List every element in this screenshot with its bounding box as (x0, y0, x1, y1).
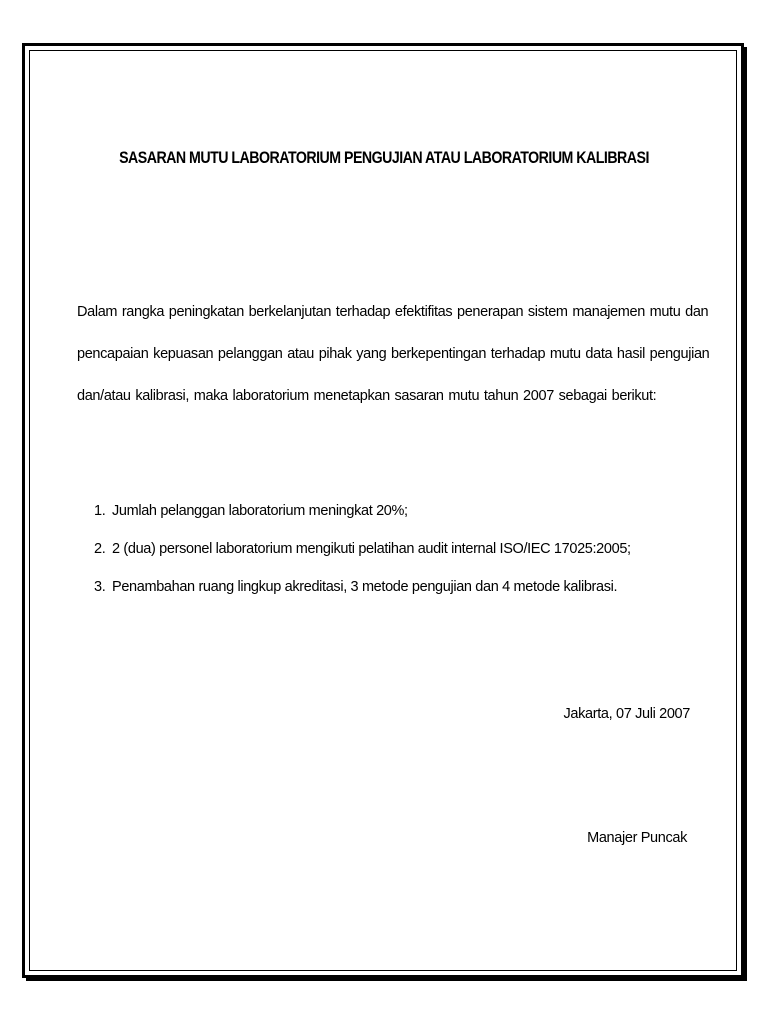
intro-line: dan/atau kalibrasi, maka laboratorium menetapkan sasaran mutu tahun 2007 sebagai berikut: (77, 388, 657, 404)
list-item (94, 574, 694, 612)
quality-targets-list (94, 498, 694, 612)
list-item-text: Penambahan ruang lingkup akreditasi, 3 metode pengujian dan 4 metode kalibrasi. (112, 579, 618, 595)
signatory-title: Manajer Puncak (587, 830, 687, 846)
list-item-text: 2 (dua) personel laboratorium mengikuti pelatihan audit internal ISO/IEC 17025:2005; (112, 541, 631, 557)
list-item (94, 536, 694, 574)
page-border-shadow-bottom (26, 978, 747, 981)
intro-paragraph (77, 291, 710, 417)
list-item-number: 2. (94, 541, 106, 557)
page-border-shadow-right (744, 47, 747, 981)
list-item (94, 498, 694, 536)
document-title: SASARAN MUTU LABORATORIUM PENGUJIAN ATAU LABORATORIUM KALIBRASI (119, 149, 649, 167)
list-item-text: Jumlah pelanggan laboratorium meningkat 20%; (112, 503, 408, 519)
place-date: Jakarta, 07 Juli 2007 (563, 706, 690, 722)
list-item-number: 1. (94, 503, 106, 519)
list-item-number: 3. (94, 579, 106, 595)
intro-line: Dalam rangka peningkatan berkelanjutan terhadap efektifitas penerapan sistem manajemen mutu dan (77, 304, 709, 320)
intro-line: pencapaian kepuasan pelanggan atau pihak yang berkepentingan terhadap mutu data hasil pengujian (77, 346, 710, 362)
